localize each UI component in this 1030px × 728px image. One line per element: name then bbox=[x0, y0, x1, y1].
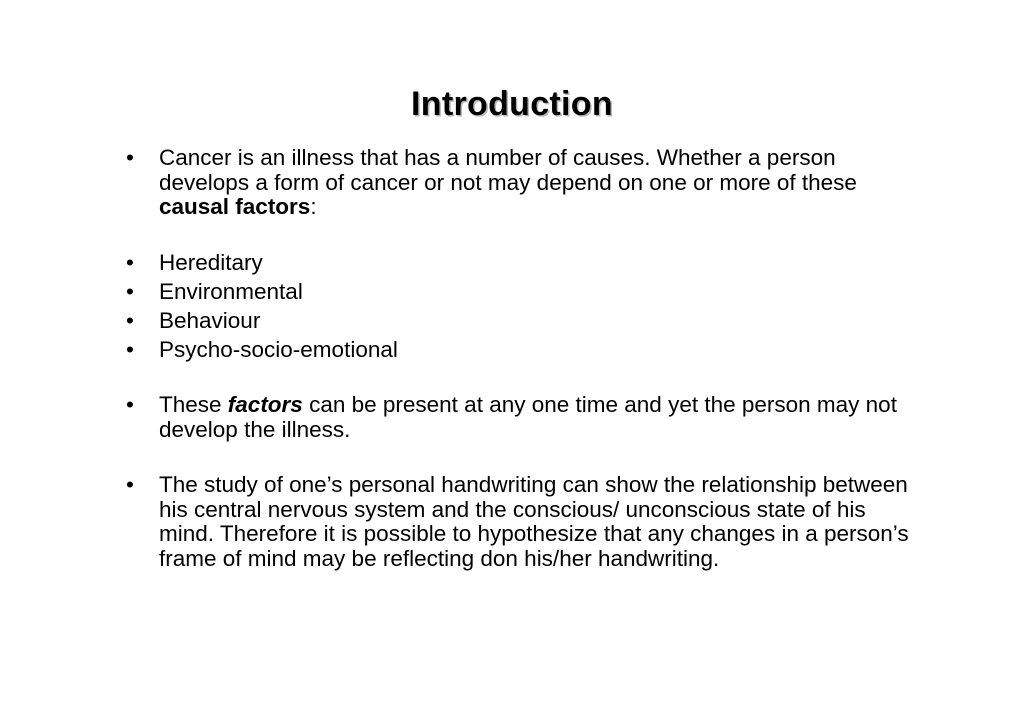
bullet-item-factors bbox=[121, 393, 921, 442]
bullet-text-emphasis: factors bbox=[227, 392, 303, 417]
bullet-icon: • bbox=[126, 336, 134, 362]
bullet-icon: • bbox=[126, 249, 134, 275]
bullet-text: Psycho-socio-emotional bbox=[159, 336, 398, 362]
slide-title bbox=[0, 83, 1030, 125]
bullet-item-psycho-socio-emotional bbox=[121, 338, 921, 363]
bullet-text-post: : bbox=[310, 194, 317, 219]
bullet-item-behaviour bbox=[121, 309, 921, 334]
bullet-text: Hereditary bbox=[159, 249, 263, 275]
bullet-item-hereditary bbox=[121, 251, 921, 276]
bullet-icon: • bbox=[126, 307, 134, 333]
bullet-text-emphasis: causal factors bbox=[159, 194, 311, 219]
bullet-text: Environmental bbox=[159, 278, 303, 304]
bullet-item-environmental bbox=[121, 280, 921, 305]
bullet-text: Behaviour bbox=[159, 307, 261, 333]
slide-title-text: Introduction bbox=[411, 85, 613, 123]
bullet-text-post: can be present at any one time and yet the person may not develop the illness. bbox=[159, 392, 897, 442]
bullet-item-handwriting bbox=[121, 473, 921, 571]
bullet-icon: • bbox=[126, 392, 134, 417]
bullet-text-pre: Cancer is an illness that has a number of causes. Whether a person develops a form of cancer or not may depend on one or more of these bbox=[159, 145, 857, 195]
bullet-item-causes bbox=[121, 146, 921, 220]
bullet-icon: • bbox=[126, 278, 134, 304]
bullet-icon: • bbox=[126, 145, 134, 170]
bullet-text-pre: These bbox=[159, 392, 228, 417]
bullet-icon: • bbox=[126, 472, 134, 497]
bullet-text bbox=[159, 145, 857, 219]
bullet-list bbox=[121, 146, 921, 571]
bullet-text bbox=[159, 392, 897, 442]
bullet-text: The study of one’s personal handwriting can show the relationship between his central nervous system and the conscious/ unconscious state of his mind. Therefore it is possible to hypothesize that any changes in a person’s frame of mind may be reflecting don his/her handwriting. bbox=[159, 472, 909, 571]
